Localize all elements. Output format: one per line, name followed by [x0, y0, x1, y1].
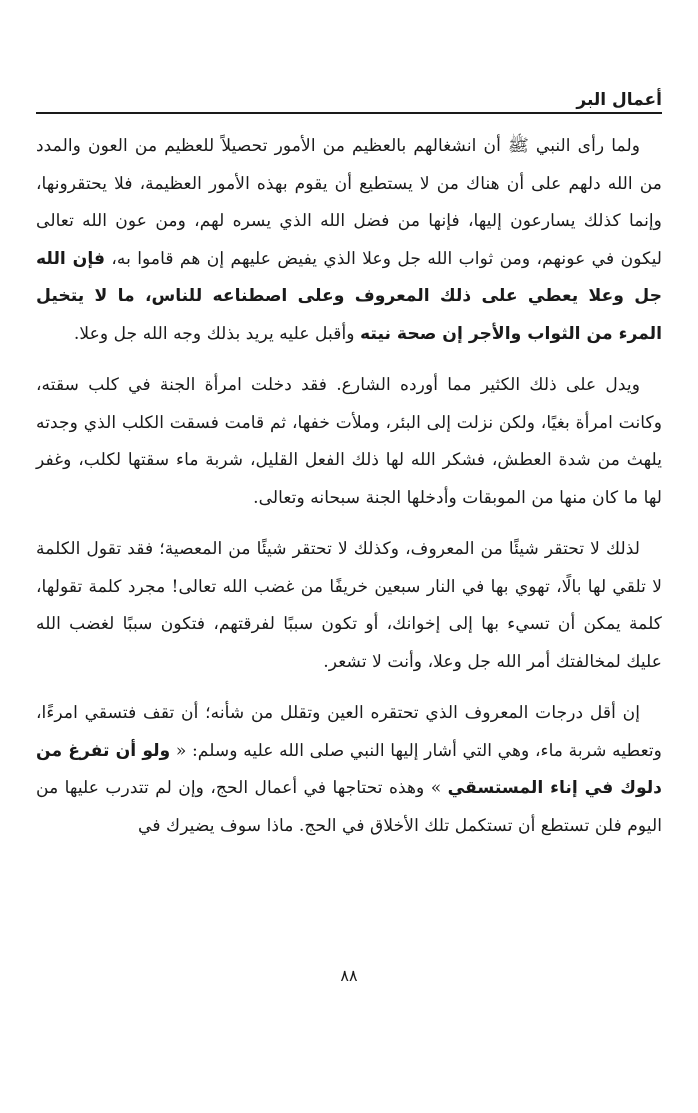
body-text [36, 128, 662, 845]
paragraph-2 [36, 367, 662, 517]
paragraph-text: ويدل على ذلك الكثير مما أورده الشارع. فقد دخلت امرأة الجنة في كلب سقته، وكانت امرأة بغيًا، ولكن نزلت إلى البئر، وملأت خفها، ثم قامت فسقت الكلب الذي وجدته يلهث من شدة العطش، فشكر الله لها ذلك الفعل القليل، شربة ماء سقتها لكلب، وغفر لها ما كان منها من الموبقات وأدخلها الجنة سبحانه وتعالى. [36, 375, 662, 508]
header-rule [36, 112, 662, 114]
paragraph-4 [36, 695, 662, 845]
paragraph-text: ولما رأى النبي ﷺ أن انشغالهم بالعظيم من الأمور تحصيلاً للعظيم من العون والمدد من الله دلهم على أن هناك من لا يستطيع أن يقوم بهذه الأمور العظيمة، فلا يحتقرونها، وإنما كذلك يسارعون إليها، فإنها من فضل الله الذي يسره لهم، ومن عون الله تعالى ليكون في عونهم، ومن ثواب الله جل وعلا الذي يفيض عليهم إن هم قاموا به، [36, 136, 662, 269]
page-number: ٨٨ [340, 966, 358, 985]
header-title: أعمال البر [570, 90, 662, 110]
paragraph-1 [36, 128, 662, 353]
paragraph-text: » وهذه تحتاجها في أعمال الحج، وإن لم تتدرب عليها من اليوم فلن تستطع أن تستكمل تلك الأخلاق في الحج. ماذا سوف يضيرك في [36, 778, 662, 836]
paragraph-text-bold: ولو أن تفرغ من دلوك في إناء المستسقي [36, 740, 663, 798]
running-header [36, 88, 662, 118]
paragraph-text: إن أقل درجات المعروف الذي تحتقره العين وتقلل من شأنه؛ أن تقف فتسقي امرءًا، وتعطيه شربة ماء، وهي التي أشار إليها النبي صلى الله عليه وسلم: « [36, 703, 662, 761]
paragraph-text-bold: فإن الله جل وعلا يعطي على ذلك المعروف وعلى اصطناعه للناس، ما لا يتخيل المرء من الثواب والأجر إن صحة نيته [36, 248, 662, 344]
paragraph-3 [36, 531, 662, 681]
paragraph-text: لذلك لا تحتقر شيئًا من المعروف، وكذلك لا تحتقر شيئًا من المعصية؛ فقد تقول الكلمة لا تلقي لها بالًا، تهوي بها في النار سبعين خريفًا من غضب الله تعالى! مجرد كلمة تقولها، كلمة يمكن أن تسيء بها إلى إخوانك، أو تكون سببًا لفرقتهم، فتكون سببًا لغضب الله عليك لمخالفتك أمر الله جل وعلا، وأنت لا تشعر. [36, 539, 662, 672]
paragraph-text: وأقبل عليه يريد بذلك وجه الله جل وعلا. [73, 323, 360, 344]
